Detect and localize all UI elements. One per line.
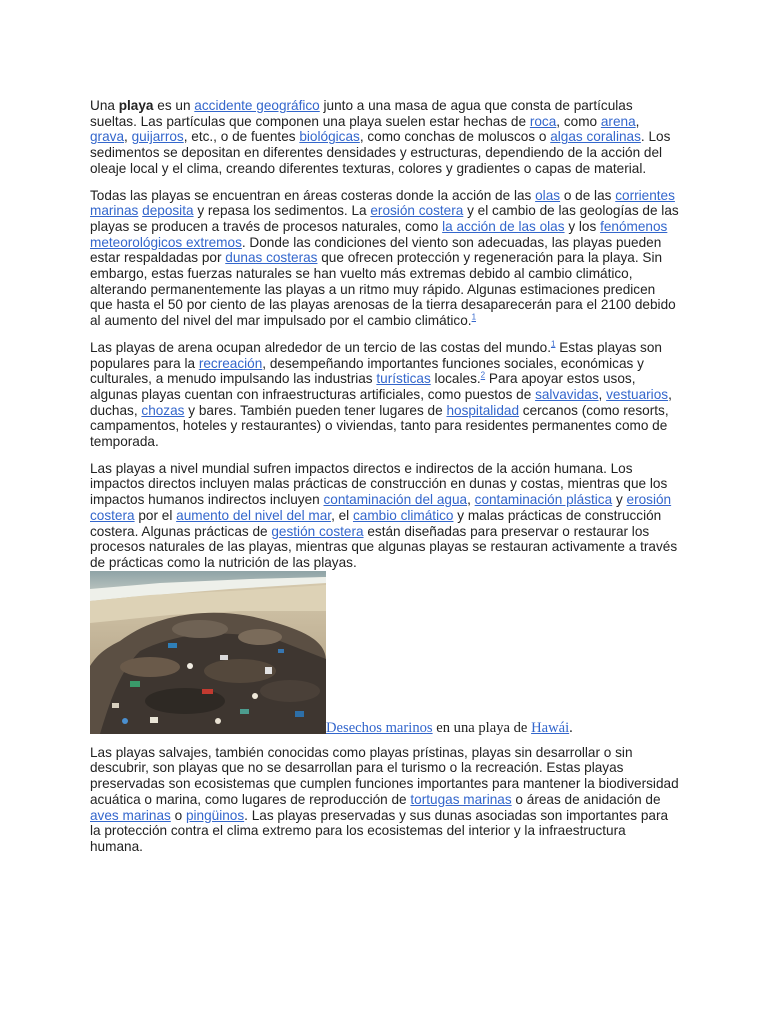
text: Las playas a nivel mundial sufren impactos directos e indirectos de la acción humana. Los impactos directos incluyen malas prácticas de construcción en dunas y costas, mientras que los impactos humanos indirectos incluyen: [90, 460, 668, 508]
link-gestion-costera[interactable]: gestión costera: [271, 523, 364, 539]
link-turisticas[interactable]: turísticas: [376, 371, 431, 387]
link-cambio-climatico[interactable]: cambio climático: [352, 507, 454, 523]
text: ,: [124, 129, 132, 145]
text: cercanos (como resorts, campamentos, hoteles y restaurantes) o viviendas, tanto para residentes permanentes como de temporada.: [90, 402, 669, 450]
link-biologicas[interactable]: biológicas: [299, 129, 360, 145]
text: Todas las playas se encuentran en áreas costeras donde la acción de las: [90, 187, 536, 203]
paragraph-5: [90, 745, 680, 855]
link-vestuarios[interactable]: vestuarios: [606, 386, 669, 402]
link-tortugas-marinas[interactable]: tortugas marinas: [410, 791, 512, 807]
text: o áreas de anidación de: [511, 791, 661, 807]
link-hawai[interactable]: Hawái: [531, 719, 570, 736]
paragraph-1: [90, 98, 680, 177]
link-olas[interactable]: olas: [535, 187, 561, 203]
link-algas-coralinas[interactable]: algas coralinas: [550, 129, 641, 145]
text: , desempeñando importantes funciones sociales, económicas y culturales, a menudo impulsando las industrias: [90, 355, 644, 387]
text: o: [170, 807, 186, 823]
text: , como: [556, 113, 601, 129]
link-erosion-costera[interactable]: erosión costera: [370, 203, 464, 219]
text: Las playas de arena ocupan alrededor de un tercio de las costas del mundo.: [90, 339, 551, 355]
link-hospitalidad[interactable]: hospitalidad: [446, 402, 520, 418]
text: están diseñadas para preservar o restaurar los procesos naturales de las playas, mientras que algunas playas se restauran activamente a través de prácticas como la nutrición de las playas.: [90, 523, 678, 570]
text: en una playa de: [432, 719, 532, 736]
text: ,: [467, 492, 475, 508]
text: y: [612, 492, 627, 508]
link-erosion-costera-2[interactable]: erosión costera: [90, 492, 672, 523]
article-body: [90, 98, 680, 866]
text: , el: [331, 507, 353, 523]
text: locales.: [430, 371, 481, 387]
text: y el cambio de las geologías de las playas se producen a través de procesos naturales, como: [90, 203, 679, 234]
link-grava[interactable]: grava: [90, 129, 125, 145]
link-chozas[interactable]: chozas: [141, 402, 185, 418]
text: . Los sedimentos se depositan en diferentes densidades y estructuras, dependiendo de la acción del oleaje local y el clima, creando diferentes texturas, colores y gradientes o capas de material.: [90, 129, 671, 176]
link-recreacion[interactable]: recreación: [198, 355, 263, 371]
link-contaminacion-agua[interactable]: contaminación del agua: [323, 492, 468, 508]
text: Las playas salvajes, también conocidas como playas prístinas, playas sin desarrollar o sin descubrir, son playas que no se desarrollan para el turismo o la recreación. Estas playas preservadas son ecosistemas que cumplen funciones importantes para mantener la biodiversidad acuática o marina, como lugares de reproducción de: [90, 744, 679, 807]
footnote-ref[interactable]: 1: [550, 339, 556, 349]
text: , duchas,: [90, 386, 672, 418]
text: y malas prácticas de construcción costera. Algunas prácticas de: [90, 507, 662, 539]
link-guijarros[interactable]: guijarros: [131, 129, 184, 145]
text: Para apoyar estos usos, algunas playas cuentan con infraestructuras artificiales, como puestos de: [90, 371, 636, 402]
link-aumento-nivel-mar[interactable]: aumento del nivel del mar: [176, 507, 332, 523]
link-corrientes-marinas[interactable]: corrientes marinas: [90, 187, 675, 219]
text: , como conchas de moluscos o: [359, 129, 551, 145]
link-accion-de-las-olas[interactable]: la acción de las olas: [442, 218, 565, 234]
text: junto a una masa de agua que consta de partículas sueltas. Las partículas que componen una playa suelen estar hechas de: [90, 98, 633, 129]
text: es un: [153, 98, 195, 113]
text: por el: [134, 507, 177, 523]
link-accidente-geografico[interactable]: accidente geográfico: [194, 98, 320, 113]
bold-term-playa: playa: [118, 98, 154, 113]
link-roca[interactable]: roca: [529, 113, 557, 129]
link-dunas-costeras[interactable]: dunas costeras: [225, 250, 318, 266]
text: ,: [598, 386, 607, 402]
paragraph-2: [90, 188, 680, 329]
text: y los: [564, 218, 601, 234]
link-desechos-marinos[interactable]: Desechos marinos: [326, 719, 433, 736]
figure-caption: [326, 720, 573, 736]
text: o de las: [560, 187, 616, 203]
link-deposita[interactable]: deposita: [142, 203, 194, 219]
text: .: [569, 719, 573, 736]
text: . Las playas preservadas y sus dunas asociadas son importantes para la protección contra el clima extremo para los ecosistemas del interior y la infraestructura humana.: [90, 807, 669, 854]
link-fenomenos-meteorologicos[interactable]: fenómenos meteorológicos extremos: [90, 218, 668, 250]
footnote-ref[interactable]: 1: [471, 312, 477, 322]
text: . Donde las condiciones del viento son adecuadas, las playas pueden estar respaldadas por: [90, 234, 662, 266]
beach-debris-photo: [90, 571, 326, 734]
link-salvavidas[interactable]: salvavidas: [535, 386, 599, 402]
link-aves-marinas[interactable]: aves marinas: [90, 807, 171, 823]
text: Estas playas son populares para la: [90, 339, 662, 371]
text: y repasa los sedimentos. La: [193, 203, 371, 219]
text: que ofrecen protección y regeneración para la playa. Sin embargo, estas fuerzas naturales se han vuelto más extremas debido al cambio climático, alterando permanentemente las playas a un ritmo muy rápido. Algunas estimaciones predicen que hasta el 50 por ciento de las playas arenosas de la tierra desaparecerán para el 2100 debido al aumento del nivel del mar impulsado por el cambio climático.: [90, 250, 676, 329]
link-contaminacion-plastica[interactable]: contaminación plástica: [474, 492, 613, 508]
text: y bares. También pueden tener lugares de: [184, 402, 447, 418]
text: , etc., o de fuentes: [183, 129, 300, 145]
text: Una: [90, 98, 119, 113]
link-pinguinos[interactable]: pingüinos: [185, 807, 245, 823]
figure-marine-debris: [90, 571, 680, 734]
link-arena[interactable]: arena: [600, 113, 636, 129]
paragraph-4: [90, 461, 680, 571]
paragraph-3: [90, 340, 680, 450]
text: ,: [635, 113, 640, 129]
footnote-ref[interactable]: 2: [480, 370, 486, 380]
